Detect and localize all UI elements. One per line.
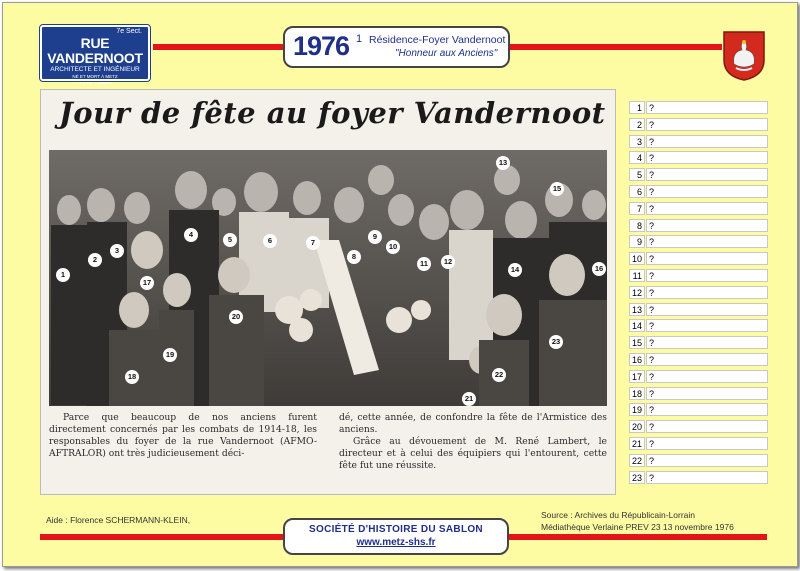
- list-item-number: 17: [629, 370, 645, 383]
- article-paragraph: dé, cette année, de confondre la fête de l'Armistice des anciens.: [339, 412, 607, 435]
- list-item-number: 5: [629, 168, 645, 181]
- society-name: SOCIÉTÉ D'HISTOIRE DU SABLON: [309, 524, 483, 535]
- list-item: [629, 235, 769, 249]
- list-item-name[interactable]: ?: [646, 319, 768, 332]
- person-marker: 13: [496, 156, 510, 170]
- list-item: [629, 286, 769, 300]
- person-marker: 6: [263, 234, 277, 248]
- street-sign: [40, 25, 150, 86]
- list-item-name[interactable]: ?: [646, 387, 768, 400]
- page: [2, 2, 798, 567]
- year: 1976: [293, 31, 350, 61]
- list-item-number: 18: [629, 387, 645, 400]
- top-red-bar-left: [153, 44, 283, 50]
- list-item-name[interactable]: ?: [646, 303, 768, 316]
- list-item-number: 20: [629, 420, 645, 433]
- list-item-name[interactable]: ?: [646, 420, 768, 433]
- list-item: [629, 219, 769, 233]
- list-item-name[interactable]: ?: [646, 252, 768, 265]
- list-item: [629, 151, 769, 165]
- page-subtitle: "Honneur aux Anciens": [395, 48, 498, 59]
- person-marker: 10: [386, 240, 400, 254]
- credit-aide: Aide : Florence SCHERMANN-KLEIN,: [46, 515, 191, 525]
- list-item: [629, 319, 769, 333]
- list-item-name[interactable]: ?: [646, 370, 768, 383]
- list-item-number: 19: [629, 403, 645, 416]
- person-marker: 11: [417, 257, 431, 271]
- list-item-number: 1: [629, 101, 645, 114]
- person-marker: 5: [223, 233, 237, 247]
- source-credit: [541, 509, 734, 533]
- list-item-name[interactable]: ?: [646, 286, 768, 299]
- society-website-link[interactable]: www.metz-shs.fr: [356, 537, 436, 548]
- list-item-number: 8: [629, 219, 645, 232]
- title-box: [283, 26, 510, 68]
- metz-sablon-coat-of-arms-icon: [722, 30, 766, 82]
- person-marker: 18: [125, 370, 139, 384]
- person-marker: 16: [592, 262, 606, 276]
- source-line: Médiathèque Verlaine PREV 23 13 novembre 1976: [541, 522, 734, 532]
- person-marker: 22: [492, 368, 506, 382]
- list-item-name[interactable]: ?: [646, 185, 768, 198]
- person-marker: 15: [550, 182, 564, 196]
- list-item-number: 7: [629, 202, 645, 215]
- list-item: [629, 168, 769, 182]
- list-item-number: 16: [629, 353, 645, 366]
- list-item-number: 2: [629, 118, 645, 131]
- list-item-number: 21: [629, 437, 645, 450]
- clipping-article: [49, 412, 609, 492]
- article-column-right: [339, 412, 607, 472]
- list-item: [629, 387, 769, 401]
- group-photo: [49, 150, 607, 406]
- list-item-name[interactable]: ?: [646, 403, 768, 416]
- list-item-name[interactable]: ?: [646, 269, 768, 282]
- list-item: [629, 185, 769, 199]
- bottom-red-bar-left: [40, 534, 283, 540]
- list-item-name[interactable]: ?: [646, 437, 768, 450]
- list-item-number: 11: [629, 269, 645, 282]
- page-title: Résidence-Foyer Vandernoot: [369, 34, 506, 46]
- list-item: [629, 471, 769, 485]
- person-marker: 14: [508, 263, 522, 277]
- source-line: Source : Archives du Républicain-Lorrain: [541, 510, 696, 520]
- society-box: [283, 518, 509, 555]
- person-marker: 2: [88, 253, 102, 267]
- list-item: [629, 303, 769, 317]
- list-item-name[interactable]: ?: [646, 219, 768, 232]
- list-item-number: 4: [629, 151, 645, 164]
- list-item-name[interactable]: ?: [646, 353, 768, 366]
- list-item-number: 13: [629, 303, 645, 316]
- person-marker: 1: [56, 268, 70, 282]
- person-marker: 9: [368, 230, 382, 244]
- article-paragraph: Parce que beaucoup de nos anciens furent directement concernés par les combats de 1914-18, les responsables du foyer de la rue Vandernoot (AFMO-AFTRALOR) ont très judicieusement déci-: [49, 412, 317, 459]
- person-marker: 7: [306, 236, 320, 250]
- list-item-name[interactable]: ?: [646, 454, 768, 467]
- list-item-name[interactable]: ?: [646, 135, 768, 148]
- article-paragraph: Grâce au dévouement de M. René Lambert, le directeur et à celui des équipiers qui l'entourent, cette fête fut une réussite.: [339, 436, 607, 471]
- person-marker: 17: [140, 276, 154, 290]
- street-sign-name: RUE VANDERNOOT: [47, 35, 143, 66]
- list-item-name[interactable]: ?: [646, 202, 768, 215]
- newspaper-clipping: [40, 89, 616, 495]
- list-item-name[interactable]: ?: [646, 118, 768, 131]
- list-item-number: 15: [629, 336, 645, 349]
- person-marker: 8: [347, 250, 361, 264]
- list-item: [629, 336, 769, 350]
- list-item-number: 10: [629, 252, 645, 265]
- article-column-left: [49, 412, 317, 460]
- year-superscript: 1: [356, 33, 363, 45]
- list-item-number: 6: [629, 185, 645, 198]
- list-item-name[interactable]: ?: [646, 101, 768, 114]
- person-marker: 12: [441, 255, 455, 269]
- person-marker: 20: [229, 310, 243, 324]
- list-item-name[interactable]: ?: [646, 168, 768, 181]
- list-item-number: 12: [629, 286, 645, 299]
- person-marker: 4: [184, 228, 198, 242]
- list-item: [629, 437, 769, 451]
- list-item: [629, 135, 769, 149]
- street-sign-section: 7e Sect.: [116, 28, 142, 35]
- list-item-number: 22: [629, 454, 645, 467]
- list-item: [629, 420, 769, 434]
- list-item-name[interactable]: ?: [646, 336, 768, 349]
- person-marker: 3: [110, 244, 124, 258]
- list-item-name[interactable]: ?: [646, 151, 768, 164]
- list-item-number: 3: [629, 135, 645, 148]
- list-item: [629, 101, 769, 115]
- street-sign-years: 1795 - 1866: [78, 80, 112, 86]
- list-item: [629, 403, 769, 417]
- bottom-red-bar-right: [509, 534, 767, 540]
- list-item-number: 14: [629, 319, 645, 332]
- list-item: [629, 454, 769, 468]
- street-sign-detail: NÉ ET MORT À METZ: [72, 74, 118, 79]
- list-item: [629, 353, 769, 367]
- list-item-number: 9: [629, 235, 645, 248]
- list-item: [629, 370, 769, 384]
- street-sign-subtitle: ARCHITECTE ET INGÉNIEUR: [50, 66, 140, 73]
- list-item-number: 23: [629, 471, 645, 484]
- list-item-name[interactable]: ?: [646, 471, 768, 484]
- person-marker: 19: [163, 348, 177, 362]
- list-item-name[interactable]: ?: [646, 235, 768, 248]
- clipping-headline: Jour de fête au foyer Vandernoot: [59, 96, 606, 130]
- list-item: [629, 202, 769, 216]
- person-marker: 23: [549, 335, 563, 349]
- top-red-bar-right: [510, 44, 722, 50]
- list-item: [629, 118, 769, 132]
- person-marker: 21: [462, 392, 476, 406]
- group-photo-image: [49, 150, 607, 406]
- list-item: [629, 269, 769, 283]
- list-item: [629, 252, 769, 266]
